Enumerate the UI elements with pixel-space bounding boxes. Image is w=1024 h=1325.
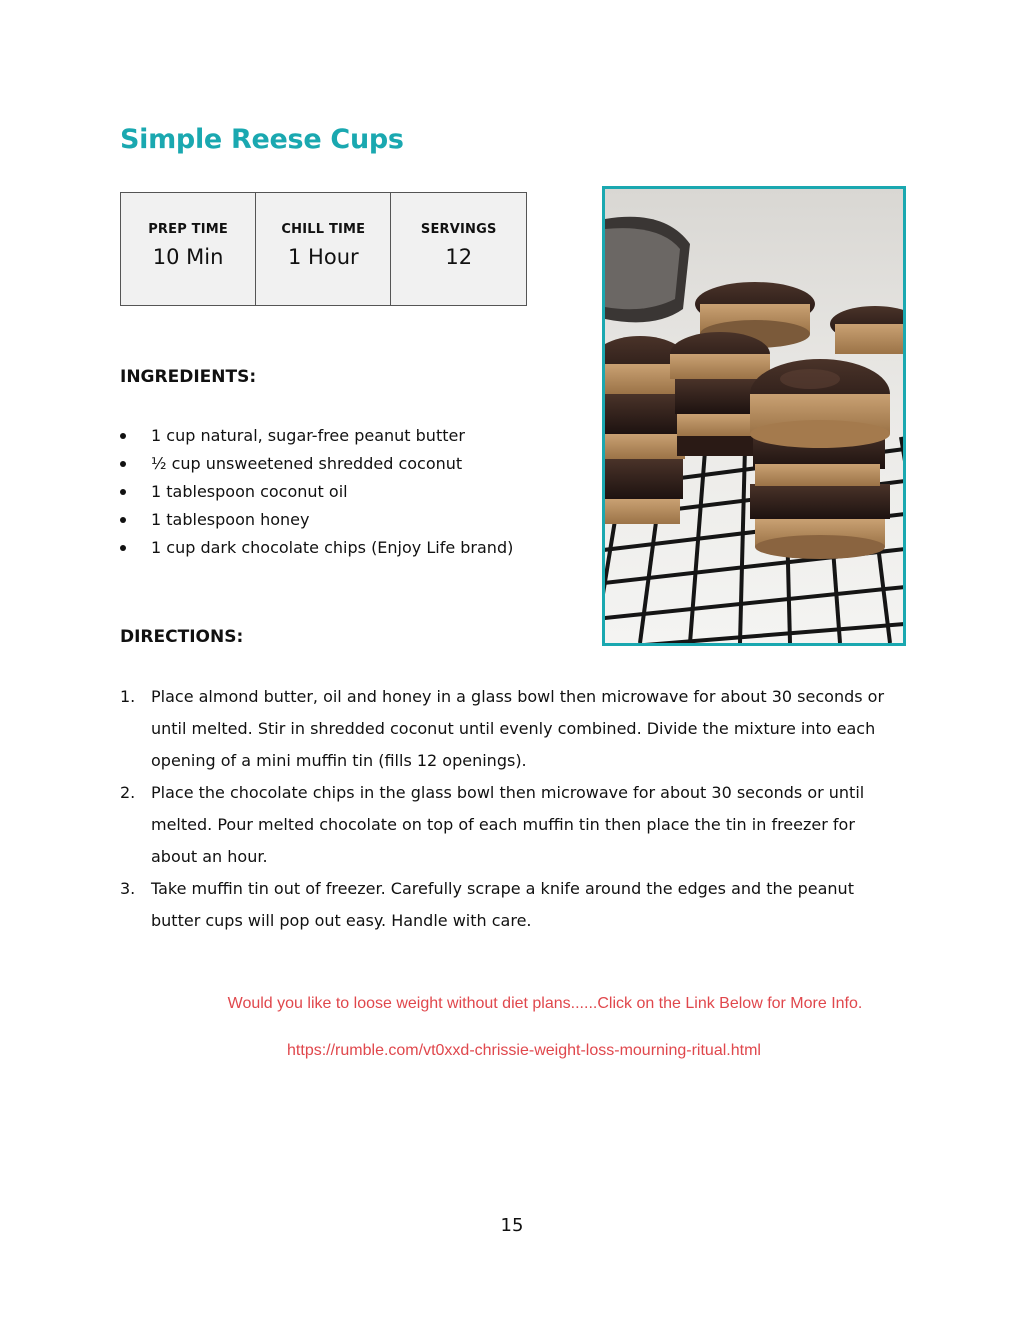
ingredient-text: 1 tablespoon coconut oil	[151, 482, 348, 501]
chill-time-cell	[256, 193, 391, 306]
chill-time-value: 1 Hour	[288, 245, 359, 269]
ingredient-item	[120, 422, 513, 450]
ingredient-item	[120, 506, 513, 534]
ingredient-item	[120, 450, 513, 478]
recipe-info-table	[120, 192, 527, 306]
servings-label: SERVINGS	[420, 222, 497, 237]
bullet-icon	[120, 545, 126, 551]
ingredient-item	[120, 478, 513, 506]
servings-cell	[391, 193, 527, 306]
step-text: Take muffin tin out of freezer. Carefully scrape a knife around the edges and the peanut butter cups will pop out easy. Handle with care.	[151, 879, 854, 930]
step-number: 3.	[120, 879, 136, 898]
step-text: Place almond butter, oil and honey in a glass bowl then microwave for about 30 seconds or until melted. Stir in shredded coconut until evenly combined. Divide the mixture into each opening of a mini muffin tin (fills 12 openings).	[151, 687, 885, 770]
prep-time-cell	[121, 193, 256, 306]
bullet-icon	[120, 461, 126, 467]
direction-list	[120, 681, 900, 937]
ingredient-text: 1 cup natural, sugar-free peanut butter	[151, 426, 465, 445]
direction-step	[120, 681, 900, 777]
ingredients-heading: INGREDIENTS:	[120, 367, 257, 387]
ingredient-list	[120, 422, 513, 562]
recipe-title: Simple Reese Cups	[120, 124, 404, 155]
chill-time-label: CHILL TIME	[281, 222, 366, 237]
recipe-photo	[602, 186, 906, 646]
promo-text: Would you like to loose weight without diet plans......Click on the Link Below for More Info.	[227, 995, 863, 1012]
direction-step	[120, 777, 900, 873]
step-text: Place the chocolate chips in the glass bowl then microwave for about 30 seconds or until melted. Pour melted chocolate on top of each muffin tin then place the tin in freezer for about an hour.	[151, 783, 865, 866]
step-number: 2.	[120, 783, 136, 802]
ingredient-item	[120, 534, 513, 562]
promo-link[interactable]: https://rumble.com/vt0xxd-chrissie-weight-loss-mourning-ritual.html	[287, 1042, 761, 1059]
page-number: 15	[500, 1215, 524, 1236]
directions-heading: DIRECTIONS:	[120, 627, 244, 647]
bullet-icon	[120, 433, 126, 439]
bullet-icon	[120, 517, 126, 523]
direction-step	[120, 873, 900, 937]
ingredient-text: 1 tablespoon honey	[151, 510, 310, 529]
ingredient-text: ½ cup unsweetened shredded coconut	[151, 454, 463, 473]
ingredient-text: 1 cup dark chocolate chips (Enjoy Life brand)	[151, 538, 514, 557]
prep-time-label: PREP TIME	[148, 222, 228, 237]
bullet-icon	[120, 489, 126, 495]
prep-time-value: 10 Min	[152, 245, 224, 269]
servings-value: 12	[445, 245, 473, 269]
step-number: 1.	[120, 687, 136, 706]
